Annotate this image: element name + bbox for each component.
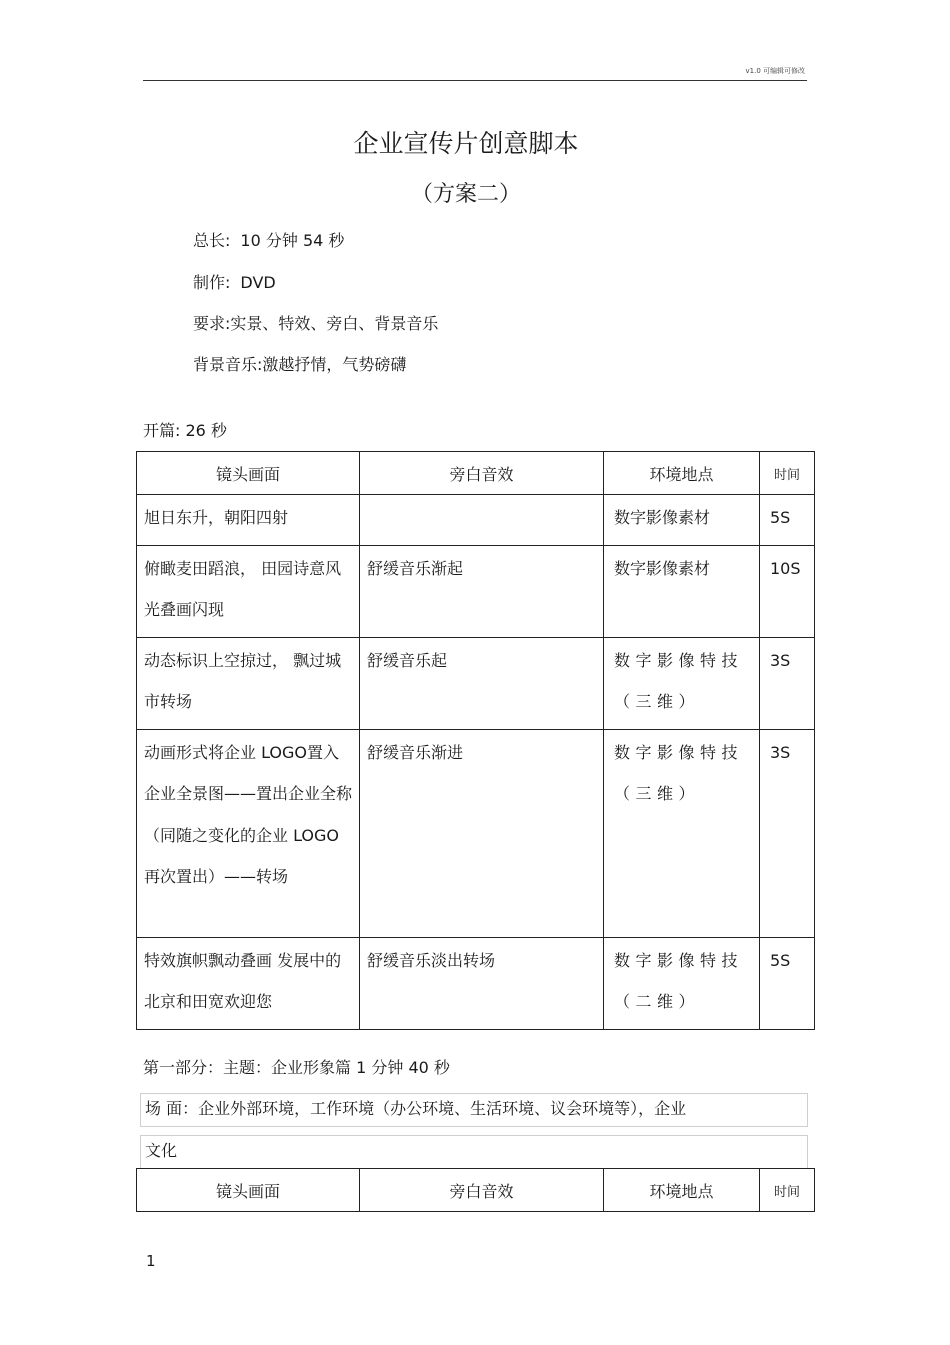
audio-cell xyxy=(360,489,603,503)
location-cell: 数字影像素材 xyxy=(614,558,711,578)
meta-music xyxy=(193,352,406,375)
meta-label: 背景音乐: xyxy=(193,355,263,374)
meta-length xyxy=(193,228,344,251)
part1-scene-line2 xyxy=(140,1135,808,1169)
meta-label: 制作: xyxy=(193,273,231,292)
scene-text: 文化 xyxy=(145,1141,178,1160)
meta-label: 总长: xyxy=(193,231,231,250)
col-audio-header: 旁白音效 xyxy=(360,1169,604,1212)
scene-cell: 动态标识上空掠过， 飘过城市转场 xyxy=(144,650,342,711)
page-number: 1 xyxy=(146,1252,156,1270)
time-cell: 5S xyxy=(770,508,791,527)
table-header-row xyxy=(137,1169,815,1212)
part1-table xyxy=(136,1168,815,1212)
time-cell: 5S xyxy=(770,950,791,970)
table-row xyxy=(137,495,815,546)
audio-cell: 舒缓音乐起 xyxy=(367,650,448,670)
scene-cell: 旭日东升，朝阳四射 xyxy=(144,508,289,527)
col-scene-header: 镜头画面 xyxy=(137,1169,360,1212)
part1-scene-line1 xyxy=(140,1093,808,1127)
scene-cell: 俯瞰麦田蹈浪， 田园诗意风光叠画闪现 xyxy=(144,558,342,619)
header-rule xyxy=(143,80,807,81)
audio-cell: 舒缓音乐淡出转场 xyxy=(367,950,496,970)
col-scene-header: 镜头画面 xyxy=(137,452,360,495)
opening-table xyxy=(136,451,815,1030)
header-note: v1.0 可编辑可修改 xyxy=(745,67,805,75)
meta-requirements xyxy=(193,311,438,334)
audio-cell: 舒缓音乐渐起 xyxy=(367,558,464,578)
meta-value: 实景、特效、旁白、背景音乐 xyxy=(230,314,439,333)
table-row xyxy=(137,729,815,937)
table-row xyxy=(137,545,815,637)
location-cell: 数字影像素材 xyxy=(614,508,711,527)
col-time-header: 时间 xyxy=(760,452,815,495)
meta-value: DVD xyxy=(240,273,276,292)
location-cell: 数字影像特技（二维） xyxy=(614,950,744,1011)
meta-label: 要求: xyxy=(193,314,231,333)
scene-cell: 动画形式将企业 LOGO置入企业全景图——置出企业全称（同随之变化的企业 LOGO再次置出）——转场 xyxy=(144,742,353,886)
opening-heading: 开篇: 26 秒 xyxy=(143,421,227,440)
time-cell: 3S xyxy=(770,650,791,670)
scene-cell: 特效旗帜飘动叠画 发展中的北京和田宽欢迎您 xyxy=(144,950,342,1011)
meta-production xyxy=(193,270,276,293)
col-audio-header: 旁白音效 xyxy=(360,452,604,495)
location-cell: 数字影像特技（三维） xyxy=(614,742,744,803)
document-subtitle: （方案二） xyxy=(410,182,521,207)
table-row xyxy=(137,637,815,729)
col-location-header: 环境地点 xyxy=(604,452,760,495)
table-row xyxy=(137,937,815,1029)
part1-heading: 第一部分：主题：企业形象篇 1 分钟 40 秒 xyxy=(143,1058,450,1077)
scene-text: 场 面：企业外部环境，工作环境（办公环境、生活环境、议会环境等），企业 xyxy=(145,1099,687,1118)
time-cell: 3S xyxy=(770,742,791,762)
audio-cell: 舒缓音乐渐进 xyxy=(367,742,464,762)
location-cell: 数字影像特技（三维） xyxy=(614,650,744,711)
meta-value: 激越抒情，气势磅礴 xyxy=(262,355,407,374)
document-title: 企业宣传片创意脚本 xyxy=(353,129,579,158)
time-cell: 10S xyxy=(770,558,801,578)
col-location-header: 环境地点 xyxy=(604,1169,760,1212)
col-time-header: 时间 xyxy=(760,1169,815,1212)
meta-value: 10 分钟 54 秒 xyxy=(240,231,345,250)
